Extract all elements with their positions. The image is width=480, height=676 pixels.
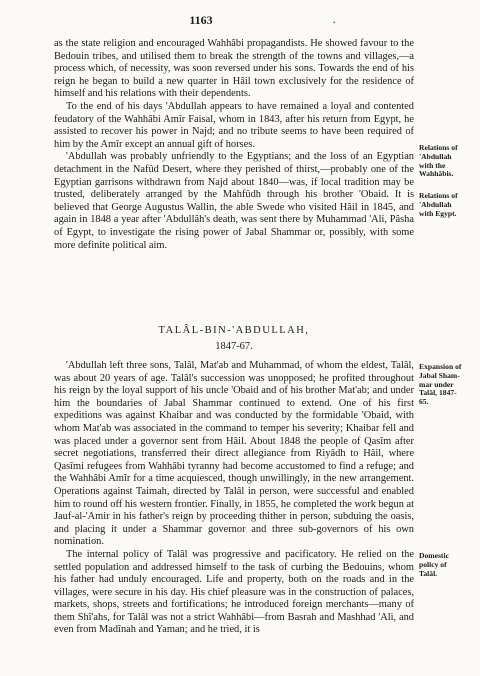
page-number: 1163 [189, 13, 213, 27]
section-1-body [54, 38, 414, 252]
margin-note: Relations of 'Abdullah with Egypt. [419, 191, 458, 218]
paragraph: as the state religion and encouraged Wahhâbi propagandists. He showed favour to the Bedouin tribes, and utilised them to break the strength of the towns and villages,—a process which, of necessity, was soon reversed under his sons. Towards the end of his reign he began to build a new quarter in Hâil town exclusively for the residence of himself and his relations with their dependents. [54, 38, 414, 100]
section-heading: TALÂL-BIN-'ABDULLAH, [158, 325, 310, 336]
print-speck: • [333, 19, 336, 27]
section-2-body [54, 360, 414, 637]
paragraph: The internal policy of Talâl was progressive and pacificatory. He relied on the settled population and addressed himself to the task of curbing the Bedouins, whom his father had unduly encouraged. Life and property, both on the roads and in the villages, were secure in his day. His chief pleasure was in the construction of palaces, markets, shops, streets and fortifications; he introduced foreign merchants—many of them Shî'ahs, for Talâl was not a strict Wahhâbi—from Basrah and Mashhad 'Ali, and even from Madînah and Yaman; and he tried, it is [54, 548, 414, 636]
paragraph: To the end of his days 'Abdullah appears to have remained a loyal and contented feudatory of the Wahhâbi Amîr Faisal, whom in 1843, after his return from Egypt, he assisted to recover his power in Najd; and no tribute seems to have been required of him by the Amîr except an annual gift of horses. [54, 100, 414, 150]
paragraph: 'Abdullah was probably unfriendly to the Egyptians; and the loss of an Egyptian detachment in the Nafûd Desert, where they perished of thirst,—probably one of the Egyptian garrisons withdrawn from Najd about 1840—was, if local tradition may be trusted, deliberately arranged by the Mahfûdh through his brother 'Obaid. It is believed that George Augustus Wallin, the able Swede who visited Hâil in 1845, and again in 1848 a year after 'Abdullâh's death, was sent there by Muhammad 'Ali, Pâsha of Egypt, to investigate the rising power of Jabal Shammar or, possibly, with some more definite political aim. [54, 151, 414, 251]
paragraph: 'Abdullah left three sons, Talâl, Mat'ab and Muhammad, of whom the eldest, Talâl, was about 20 years of age. Talâl's succession was unopposed; he profited throughout his reign by the loyal support of his uncle 'Obaid and of his brother Mat'ab; and under him the boundaries of Jabal Shammar continued to extend. One of his first expeditions was against Khaibar and was conducted by the formidable 'Obaid, with whom Mat'ab was associated in the command to temper his severity; Khaibar fell and was placed under a governor sent from Hâil. About 1848 the people of Qasîm after secret negotiations, transferred their direct allegiance from Riyâdh to Hâil, where Qasîmi refugees from Wahhâbi tyranny had become accustomed to find a refuge; and the Wahhâbi Amîr for a time acquiesced, though unwillingly, in the new arrangement. Operations against Taimah, directed by Talâl in person, were successful and enabled him to round off his western frontier. Finally, in 1855, he completed the work begun at Jauf-al-'Amir in his father's reign by proceeding thither in person, subduing the oasis, and placing it under a Shammar governor and three sub-governors of his own nomination. [54, 360, 414, 548]
margin-note: Relations of 'Abdullah with the Wahhâbis. [419, 143, 458, 179]
margin-note: Domestic policy of Talâl. [419, 551, 449, 578]
margin-note: Expansion of Jabal Sham- mar under Talâl, 1847- 65. [419, 362, 462, 407]
section-years: 1847-67. [215, 341, 253, 352]
